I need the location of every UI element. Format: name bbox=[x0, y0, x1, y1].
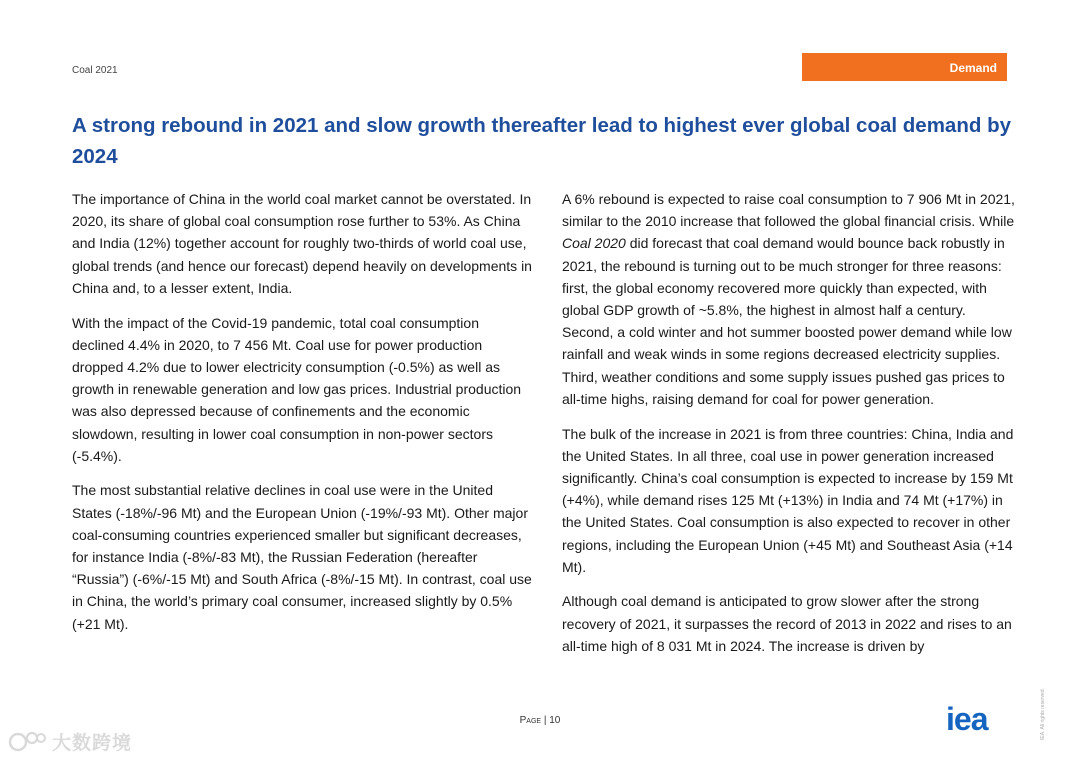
paragraph: The most substantial relative declines in coal use were in the United States (-18%/-96 Mt) and the European Union (-19%/‑93 Mt). Other major coal-consuming countries experienced smaller but significant decreases, for instance India (-8%/‑83 Mt), the Russian Federation (hereafter “Russia”) (-6%/-15 Mt) and South Africa (-8%/-15 Mt). In contrast, coal use in China, the world’s primary coal consumer, increased slightly by 0.5% (+21 Mt). bbox=[72, 482, 532, 632]
paragraph: Although coal demand is anticipated to grow slower after the strong recovery of 2021, it surpasses the record of 2013 in 2022 and rises to an all-time high of 8 031 Mt in 2024. The increase is driven by bbox=[562, 593, 1012, 654]
page-title: A strong rebound in 2021 and slow growth thereafter lead to highest ever global coal demand by 2024 bbox=[72, 114, 1011, 168]
paragraph: The bulk of the increase in 2021 is from three countries: China, India and the United States. In all three, coal use in power generation increased significantly. China’s coal consumption is expected to increase by 159 Mt (+4%), while demand rises 125 Mt (+13%) in India and 74 Mt (+17%) in the United States. Coal consumption is also expected to recover in other regions, including the European Union (+45 Mt) and Southeast Asia (+14 Mt). bbox=[562, 425, 1014, 575]
page-separator: | bbox=[543, 715, 550, 726]
iea-logo bbox=[946, 704, 1008, 734]
right-column bbox=[562, 188, 1017, 670]
page-number bbox=[0, 715, 1080, 726]
copyright-notice: IEA. All rights reserved. bbox=[1040, 688, 1046, 740]
report-title-italic: Coal 2020 bbox=[562, 235, 626, 252]
watermark bbox=[8, 728, 132, 755]
paragraph-text: did forecast that coal demand would bounce back robustly in 2021, the rebound is turning out to be much stronger for three reasons: first, the global economy recovered more quickly than expected, with global GDP growth of ~5.8%, the highest in almost half a century. Second, a cold winter and hot summer boosted power demand while low rainfall and weak winds in some regions decreased electricity supplies. Third, weather conditions and some supply issues pushed gas prices to all-time highs, raising demand for coal for power generation. bbox=[562, 235, 1012, 407]
paragraph: With the impact of the Covid-19 pandemic, total coal consumption declined 4.4% in 2020, to 7 456 Mt. Coal use for power production dropped 4.2% due to lower electricity consumption (-0.5%) as well as growth in renewable generation and low gas prices. Industrial production was also depressed because of confinements and the economic slowdown, resulting in lower coal consumption in non-power sectors (-5.4%). bbox=[72, 314, 522, 464]
paragraph bbox=[562, 188, 1017, 410]
paragraph-text: A 6% rebound is expected to raise coal consumption to 7 906 Mt in 2021, similar to the 2010 increase that followed the global financial crisis. While bbox=[562, 191, 1015, 230]
page-number-value: 10 bbox=[549, 715, 561, 726]
left-column bbox=[72, 188, 532, 647]
watermark-text: 大数跨境 bbox=[52, 732, 133, 754]
logo-text: iea bbox=[946, 704, 988, 734]
page-label: Page bbox=[519, 715, 542, 726]
section-tab: Demand bbox=[802, 53, 1007, 81]
iea-logo-icon bbox=[946, 704, 1008, 734]
running-title: Coal 2021 bbox=[72, 65, 118, 76]
paragraph: The importance of China in the world coal market cannot be overstated. In 2020, its share of global coal consumption rose further to 53%. As China and India (12%) together account for roughly two-thirds of world coal use, global trends (and hence our forecast) depend heavily on developments in China and, to a lesser extent, India. bbox=[72, 191, 532, 296]
watermark-logo-icon bbox=[8, 729, 48, 755]
